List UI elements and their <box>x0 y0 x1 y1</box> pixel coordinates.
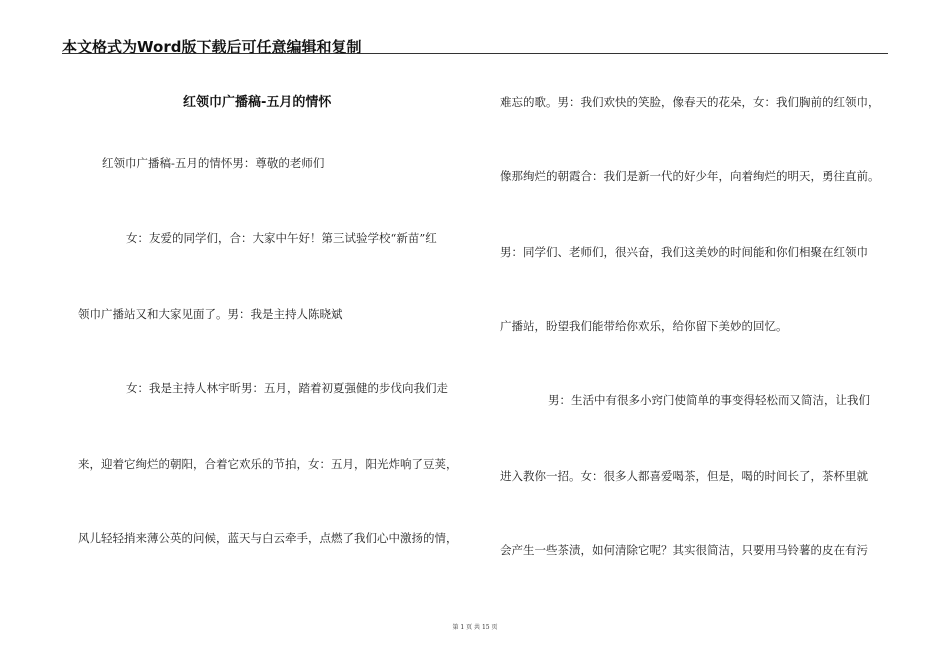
text-line: 领巾广播站又和大家见面了。男：我是主持人陈晓斌 <box>78 307 343 321</box>
text-line: 男：同学们、老师们，很兴奋，我们这美妙的时间能和你们相聚在红领巾 <box>500 245 868 259</box>
text-line: 风儿轻轻捎来薄公英的问候，蓝天与白云牵手，点燃了我们心中激扬的情， <box>78 531 458 545</box>
page-number: 第 1 页 共 15 页 <box>452 624 498 631</box>
text-line: 女：我是主持人林宇昕男：五月，踏着初夏强健的步伐向我们走 <box>126 381 448 395</box>
text-line: 进入教你一招。女：很多人都喜爱喝茶，但是，喝的时间长了，茶杯里就 <box>500 469 868 483</box>
document-header: 本文格式为Word版下载后可任意编辑和复制 <box>62 38 362 56</box>
text-line: 来，迎着它绚烂的朝阳，合着它欢乐的节拍，女：五月，阳光炸响了豆荚， <box>78 457 458 471</box>
text-line: 会产生一些茶渍，如何清除它呢？其实很简洁，只要用马铃薯的皮在有污 <box>500 543 868 557</box>
text-line: 像那绚烂的朝霞合：我们是新一代的好少年，向着绚烂的明天，勇往直前。 <box>500 169 880 183</box>
header-divider <box>62 53 888 54</box>
text-line: 广播站，盼望我们能带给你欢乐，给你留下美妙的回忆。 <box>500 319 788 333</box>
text-line: 男：生活中有很多小窍门使简单的事变得轻松而又简洁，让我们 <box>548 393 870 407</box>
text-line: 女：友爱的同学们，合：大家中午好！第三试验学校“新苗”红 <box>126 231 437 245</box>
document-title: 红领巾广播稿-五月的情怀 <box>183 95 332 110</box>
text-line: 难忘的歌。男：我们欢快的笑脸，像春天的花朵，女：我们胸前的红领巾， <box>500 95 880 109</box>
text-line: 红领巾广播稿-五月的情怀男：尊敬的老师们 <box>102 156 325 170</box>
